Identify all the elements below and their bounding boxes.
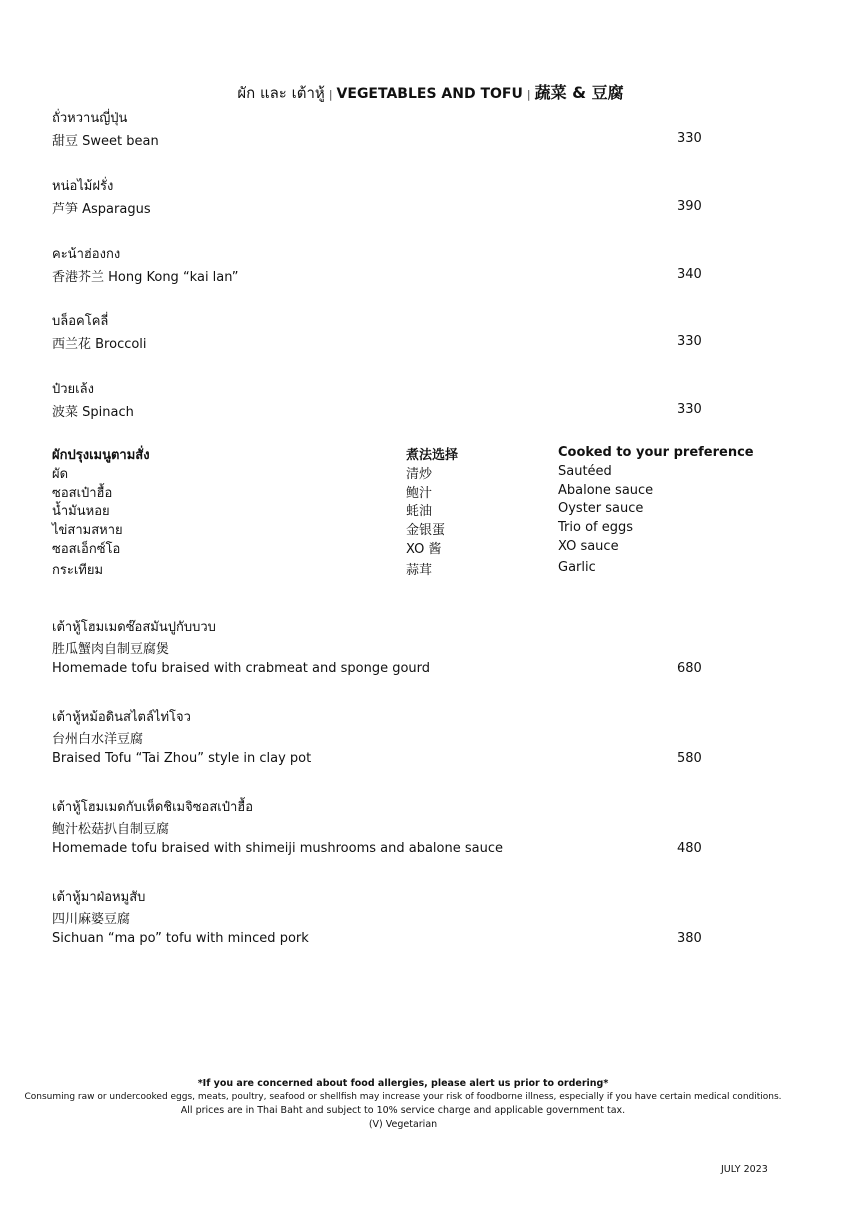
preference-english: Garlic <box>558 560 596 575</box>
raw-food-warning: Consuming raw or undercooked eggs, meats, poultry, seafood or shellfish may increase your risk of foodborne illness, especially if you have certain medical conditions. <box>24 1092 782 1102</box>
preference-thai: ซอสเอ็กซ์โอ <box>52 542 121 557</box>
preference-chinese: 清炒 <box>406 467 433 482</box>
tofu-thai-name: เต้าหู้โฮมเมดกับเห็ดชิเมจิซอสเป๋าฮื้อ <box>52 800 254 815</box>
tofu-chinese-name: 台州白水洋豆腐 <box>52 732 144 747</box>
title-separator: | <box>328 88 333 101</box>
vegetable-price: 330 <box>677 402 702 417</box>
tofu-english-name: Braised Tofu “Tai Zhou” style in clay pot <box>52 751 312 766</box>
vegetable-name: 甜豆 Sweet bean <box>52 134 159 149</box>
preference-thai: ซอสเป๋าฮื้อ <box>52 486 113 501</box>
preference-thai: ผัด <box>52 467 69 482</box>
preference-chinese: 金银蛋 <box>406 523 446 538</box>
vegetable-thai-name: คะน้าฮ่องกง <box>52 247 121 262</box>
preference-header-chinese: 煮法选择 <box>406 448 459 463</box>
title-english: VEGETABLES AND TOFU <box>336 86 523 102</box>
title-chinese: 蔬菜 & 豆腐 <box>534 83 624 102</box>
preference-chinese: XO 酱 <box>406 542 442 557</box>
vegetable-name: 芦笋 Asparagus <box>52 202 151 217</box>
preference-chinese: 蒜茸 <box>406 563 433 578</box>
tofu-chinese-name: 鲍汁松菇扒自制豆腐 <box>52 822 170 837</box>
vegetable-price: 330 <box>677 334 702 349</box>
vegetable-thai-name: ถั่วหวานญี่ปุ่น <box>52 111 128 126</box>
preference-thai: กระเทียม <box>52 563 104 578</box>
tofu-thai-name: เต้าหู้มาฝ่อหมูสับ <box>52 890 146 905</box>
preference-chinese: 蚝油 <box>406 504 433 519</box>
tofu-price: 580 <box>677 751 702 766</box>
tofu-thai-name: เต้าหู้โฮมเมดซ๊อสมันปูกับบวบ <box>52 620 216 635</box>
vegetable-price: 390 <box>677 199 702 214</box>
tofu-chinese-name: 胜瓜蟹肉自制豆腐煲 <box>52 642 170 657</box>
preference-english: Trio of eggs <box>558 520 634 535</box>
tofu-english-name: Homemade tofu braised with crabmeat and sponge gourd <box>52 661 431 676</box>
vegetable-price: 330 <box>677 131 702 146</box>
tofu-price: 380 <box>677 931 702 946</box>
vegetable-thai-name: หน่อไม้ฝรั่ง <box>52 179 114 194</box>
allergy-notice: *If you are concerned about food allergies, please alert us prior to ordering* <box>197 1078 609 1089</box>
vegetable-thai-name: ป๋วยเล้ง <box>52 382 94 397</box>
preference-english: Sautéed <box>558 464 612 479</box>
preference-header-thai: ผักปรุงเมนูตามสั่ง <box>52 448 150 463</box>
tofu-chinese-name: 四川麻婆豆腐 <box>52 912 131 927</box>
tofu-price: 480 <box>677 841 702 856</box>
preference-english: Oyster sauce <box>558 501 644 516</box>
title-thai: ผัก และ เต้าหู้ <box>237 84 325 102</box>
vegetable-name: 波菜 Spinach <box>52 405 134 420</box>
tofu-thai-name: เต้าหู้หม้อดินสไตล์ไท่โจว <box>52 710 191 725</box>
preference-thai: ไข่สามสหาย <box>52 523 123 538</box>
vegetable-thai-name: บล็อคโคลี่ <box>52 314 109 329</box>
menu-date: JULY 2023 <box>721 1164 768 1175</box>
preference-english: Abalone sauce <box>558 483 654 498</box>
vegetable-price: 340 <box>677 267 702 282</box>
preference-chinese: 鲍汁 <box>406 486 433 501</box>
tofu-english-name: Homemade tofu braised with shimeiji mushrooms and abalone sauce <box>52 841 503 856</box>
tofu-price: 680 <box>677 661 702 676</box>
page-title <box>0 80 861 105</box>
tofu-english-name: Sichuan “ma po” tofu with minced pork <box>52 931 309 946</box>
price-notice: All prices are in Thai Baht and subject to 10% service charge and applicable government tax. <box>180 1105 626 1116</box>
vegetable-name: 香港芥兰 Hong Kong “kai lan” <box>52 270 239 285</box>
title-separator: | <box>526 88 531 101</box>
preference-thai: น้ำมันหอย <box>52 504 110 519</box>
vegetarian-legend: (V) Vegetarian <box>368 1119 438 1130</box>
vegetable-name: 西兰花 Broccoli <box>52 337 147 352</box>
preference-english: XO sauce <box>558 539 619 554</box>
preference-header-english: Cooked to your preference <box>558 445 754 460</box>
